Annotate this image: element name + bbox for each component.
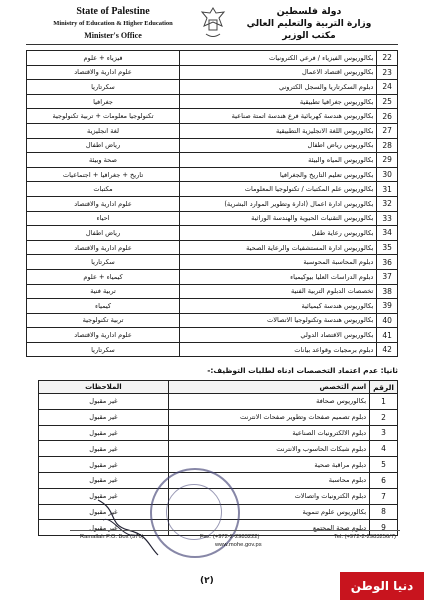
- specialization-cell: بكالوريوس جغرافيا تطبيقية: [180, 94, 377, 109]
- table-row: [27, 65, 398, 80]
- header-specialization: اسم التخصص: [168, 381, 369, 394]
- notes-cell: غير مقبول: [39, 520, 169, 536]
- notes-cell: غير مقبول: [39, 488, 169, 504]
- specialization-cell: بكالوريوس المياه والبيئة: [180, 153, 377, 168]
- table-row: [27, 51, 398, 66]
- specialization-cell: بكالوريوس هندسة كهربائية فرع هندسة اتمتة صناعية: [180, 109, 377, 124]
- specialization-cell: دبلوم محاسبة: [168, 472, 369, 488]
- notes-cell: علوم ادارية والاقتصاد: [27, 196, 180, 211]
- notes-cell: غير مقبول: [39, 441, 169, 457]
- table-row: [27, 211, 398, 226]
- table-row: [27, 182, 398, 197]
- notes-cell: سكرتاريا: [27, 80, 180, 95]
- header-arabic: [234, 6, 384, 42]
- notes-cell: جغرافيا: [27, 94, 180, 109]
- header-number: الرقم: [370, 381, 398, 394]
- table-row: [27, 109, 398, 124]
- state-title-en: State of Palestine: [76, 6, 150, 17]
- number-cell: 40: [377, 313, 398, 328]
- number-cell: 3: [370, 425, 398, 441]
- notes-cell: علوم ادارية والاقتصاد: [27, 328, 180, 343]
- number-cell: 7: [370, 488, 398, 504]
- specialization-cell: بكالوريوس اقتصاد الاعمال: [180, 65, 377, 80]
- notes-cell: كيمياء: [27, 299, 180, 314]
- page-number: (٢): [200, 576, 214, 586]
- table-row: [27, 153, 398, 168]
- table-row: [39, 457, 398, 473]
- number-cell: 5: [370, 457, 398, 473]
- table-row: [27, 167, 398, 182]
- ministry-title-ar: وزارة التربية والتعليم العالي: [246, 19, 372, 29]
- state-title-ar: دولة فلسطين: [276, 6, 342, 17]
- header-notes: الملاحظات: [39, 381, 169, 394]
- table-row: [27, 196, 398, 211]
- specialization-cell: دبلوم المحاسبة المحوسبة: [180, 255, 377, 270]
- number-cell: 8: [370, 504, 398, 520]
- number-cell: 26: [377, 109, 398, 124]
- specialization-cell: دبلوم السكرتاريا والسجل الكتروني: [180, 80, 377, 95]
- number-cell: 9: [370, 520, 398, 536]
- specialization-cell: دبلوم صحة المجتمع: [168, 520, 369, 536]
- specialization-cell: بكالوريوس الفيزياء / فرعي الكترونيات: [180, 51, 377, 66]
- header-english: [28, 6, 198, 42]
- specialization-cell: تخصصات الدبلوم التربية الفنية: [180, 284, 377, 299]
- number-cell: 1: [370, 394, 398, 410]
- table-row: [27, 299, 398, 314]
- watermark-logo: دنيا الوطن: [340, 572, 424, 600]
- notes-cell: غير مقبول: [39, 425, 169, 441]
- footer-website: www.mohe.gov.ps: [215, 542, 262, 548]
- specialization-cell: دبلوم الدراسات العليا بيوكيمياء: [180, 269, 377, 284]
- specialization-cell: بكالوريوس علوم تنموية: [168, 504, 369, 520]
- notes-cell: تاريخ + جغرافيا + اجتماعيات: [27, 167, 180, 182]
- specialization-cell: بكالوريوس علم المكتبات / تكنولوجيا المعلومات: [180, 182, 377, 197]
- notes-cell: غير مقبول: [39, 394, 169, 410]
- notes-cell: علوم ادارية والاقتصاد: [27, 65, 180, 80]
- notes-cell: تربية فنية: [27, 284, 180, 299]
- notes-cell: غير مقبول: [39, 409, 169, 425]
- notes-cell: تكنولوجيا معلومات + تربية تكنولوجية: [27, 109, 180, 124]
- footer-fax: Fax: (+972-2-2983222): [200, 534, 260, 540]
- table-row: [27, 226, 398, 241]
- approved-specializations-table: [26, 50, 398, 357]
- notes-cell: تربية تكنولوجية: [27, 313, 180, 328]
- notes-cell: غير مقبول: [39, 457, 169, 473]
- specialization-cell: بكالوريوس ادارة المستشفيات والرعاية الصحية: [180, 240, 377, 255]
- number-cell: 39: [377, 299, 398, 314]
- notes-cell: رياض اطفال: [27, 138, 180, 153]
- specialization-cell: دبلوم مراقبة صحية: [168, 457, 369, 473]
- table-row: [39, 394, 398, 410]
- notes-cell: غير مقبول: [39, 504, 169, 520]
- specialization-cell: دبلوم تصميم صفحات وتطوير صفحات الانترنت: [168, 409, 369, 425]
- number-cell: 24: [377, 80, 398, 95]
- specialization-cell: دبلوم الالكترونيات الصناعية: [168, 425, 369, 441]
- footer: [70, 530, 400, 549]
- table-row: [27, 328, 398, 343]
- number-cell: 27: [377, 123, 398, 138]
- specialization-cell: دبلوم الكترونيات واتصالات: [168, 488, 369, 504]
- notes-cell: صحة وبيئة: [27, 153, 180, 168]
- section-two-title: ثانيا: عدم اعتماد التخصصات ادناه لطلبات التوظيف:-: [207, 366, 398, 375]
- table-row: [27, 313, 398, 328]
- specialization-cell: دبلوم شبكات الحاسوب والانترنت: [168, 441, 369, 457]
- number-cell: 28: [377, 138, 398, 153]
- number-cell: 29: [377, 153, 398, 168]
- notes-cell: لغة انجليزية: [27, 123, 180, 138]
- number-cell: 34: [377, 226, 398, 241]
- notes-cell: كيمياء + علوم: [27, 269, 180, 284]
- number-cell: 41: [377, 328, 398, 343]
- number-cell: 38: [377, 284, 398, 299]
- table-row: [27, 94, 398, 109]
- specialization-cell: بكالوريوس هندسة وتكنولوجيا الاتصالات: [180, 313, 377, 328]
- table-row: [39, 441, 398, 457]
- notes-cell: سكرتاريا: [27, 255, 180, 270]
- table-row: [27, 138, 398, 153]
- number-cell: 42: [377, 342, 398, 357]
- office-title-ar: مكتب الوزير: [282, 31, 336, 41]
- notes-cell: غير مقبول: [39, 472, 169, 488]
- number-cell: 22: [377, 51, 398, 66]
- specialization-cell: دبلوم برمجيات وقواعد بيانات: [180, 342, 377, 357]
- number-cell: 4: [370, 441, 398, 457]
- table-row: [27, 80, 398, 95]
- notes-cell: سكرتاريا: [27, 342, 180, 357]
- number-cell: 6: [370, 472, 398, 488]
- table-row: [27, 342, 398, 357]
- specialization-cell: بكالوريوس ادارة اعمال (ادارة وتطوير الموارد البشرية): [180, 196, 377, 211]
- number-cell: 25: [377, 94, 398, 109]
- notes-cell: رياض اطفال: [27, 226, 180, 241]
- specialization-cell: بكالوريوس رعاية طفل: [180, 226, 377, 241]
- specialization-cell: بكالوريوس هندسة كيميائية: [180, 299, 377, 314]
- office-title-en: Minister's Office: [84, 31, 142, 40]
- notes-cell: فيزياء + علوم: [27, 51, 180, 66]
- table-row: [39, 409, 398, 425]
- table-row: [27, 240, 398, 255]
- table-row: [27, 255, 398, 270]
- specialization-cell: بكالوريوس تعليم التاريخ والجغرافيا: [180, 167, 377, 182]
- table-header-row: [39, 381, 398, 394]
- number-cell: 30: [377, 167, 398, 182]
- notes-cell: احياء: [27, 211, 180, 226]
- specialization-cell: بكالوريوس التقنيات الحيوية والهندسة الوراثية: [180, 211, 377, 226]
- number-cell: 33: [377, 211, 398, 226]
- number-cell: 31: [377, 182, 398, 197]
- notes-cell: مكتبات: [27, 182, 180, 197]
- number-cell: 32: [377, 196, 398, 211]
- notes-cell: علوم ادارية والاقتصاد: [27, 240, 180, 255]
- specialization-cell: بكالوريوس رياض اطفال: [180, 138, 377, 153]
- specialization-cell: بكالوريوس صحافة: [168, 394, 369, 410]
- number-cell: 23: [377, 65, 398, 80]
- table-row: [39, 425, 398, 441]
- number-cell: 36: [377, 255, 398, 270]
- number-cell: 2: [370, 409, 398, 425]
- footer-pobox: Ramallah P.O. Box (576): [80, 534, 144, 540]
- table-row: [27, 269, 398, 284]
- table-row: [27, 123, 398, 138]
- palestine-eagle-emblem-icon: [200, 6, 226, 40]
- footer-tel: Tel. (+972-2-2983256/7): [333, 534, 396, 540]
- ministry-title-en: Ministry of Education & Higher Education: [53, 20, 173, 27]
- table-row: [27, 284, 398, 299]
- number-cell: 35: [377, 240, 398, 255]
- number-cell: 37: [377, 269, 398, 284]
- specialization-cell: بكالوريوس اللغة الانجليزية التطبيقية: [180, 123, 377, 138]
- specialization-cell: بكالوريوس الاقتصاد الدولي: [180, 328, 377, 343]
- header-divider: [26, 44, 398, 45]
